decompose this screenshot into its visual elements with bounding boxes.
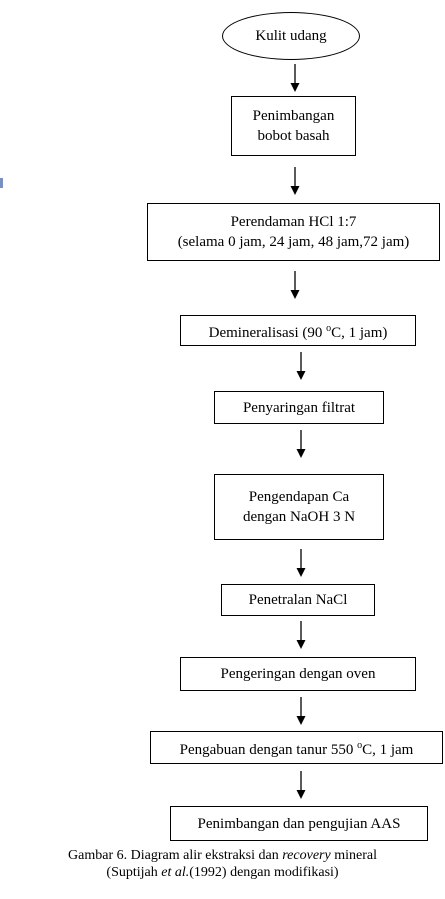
caption-line2-italic: et al.	[161, 865, 190, 880]
figure-caption	[0, 847, 445, 881]
step-label-text: Pengabuan dengan tanur 550	[179, 741, 358, 758]
step-label-line-1: Penimbangan	[252, 108, 335, 124]
flow-arrow	[289, 271, 301, 299]
step-label: Penyaringan filtrat	[242, 399, 356, 416]
step-label-text-end: C, 1 jam)	[331, 324, 388, 341]
step-label: Penetralan NaCl	[248, 592, 348, 608]
caption-italic: recovery	[282, 848, 331, 863]
flow-arrow	[295, 430, 307, 458]
step-penetralan-nacl	[221, 584, 375, 616]
margin-marker	[0, 178, 3, 188]
step-label-text-end: C, 1 jam	[362, 741, 414, 758]
caption-suffix: mineral	[330, 848, 377, 863]
flow-arrow	[295, 771, 307, 799]
flow-arrow	[289, 167, 301, 195]
step-label	[180, 736, 414, 760]
flow-arrow	[295, 549, 307, 577]
caption-line2-suffix: (1992) dengan modifikasi)	[189, 865, 339, 880]
step-pengabuan-tanur	[150, 731, 443, 764]
flow-arrow	[295, 621, 307, 649]
flow-arrow	[295, 697, 307, 725]
caption-prefix: Gambar 6. Diagram alir ekstraksi dan	[68, 848, 283, 863]
step-pengeringan-oven	[180, 657, 416, 691]
caption-line2-prefix: (Suptijah	[106, 865, 162, 880]
step-label: Penimbangan dan pengujian AAS	[197, 815, 401, 832]
step-penimbangan-bobot-basah	[231, 96, 356, 156]
degree-superscript: o	[357, 739, 363, 751]
start-node-label: Kulit udang	[255, 28, 327, 44]
step-label-line-2: bobot basah	[257, 128, 330, 144]
step-label-line-2: dengan NaOH 3 N	[242, 509, 356, 525]
step-label-line-1: Pengendapan Ca	[248, 489, 350, 505]
caption-line-2	[0, 864, 445, 881]
flow-arrow	[289, 64, 301, 92]
degree-superscript: o	[326, 322, 332, 334]
step-label-line-1: Perendaman HCl 1:7	[230, 214, 357, 230]
step-demineralisasi	[180, 315, 416, 346]
step-penyaringan-filtrat	[214, 391, 384, 424]
step-label-line-2: (selama 0 jam, 24 jam, 48 jam,72 jam)	[177, 234, 410, 250]
step-pengendapan-ca	[214, 474, 384, 540]
step-label: Pengeringan dengan oven	[220, 666, 376, 682]
step-label	[209, 319, 388, 343]
caption-line-1	[0, 847, 445, 864]
flow-arrow	[295, 352, 307, 380]
step-perendaman-hcl	[147, 203, 440, 261]
step-label-text: Demineralisasi (90	[208, 324, 327, 341]
step-penimbangan-pengujian-aas	[170, 806, 428, 841]
start-node-kulit-udang	[222, 12, 360, 60]
